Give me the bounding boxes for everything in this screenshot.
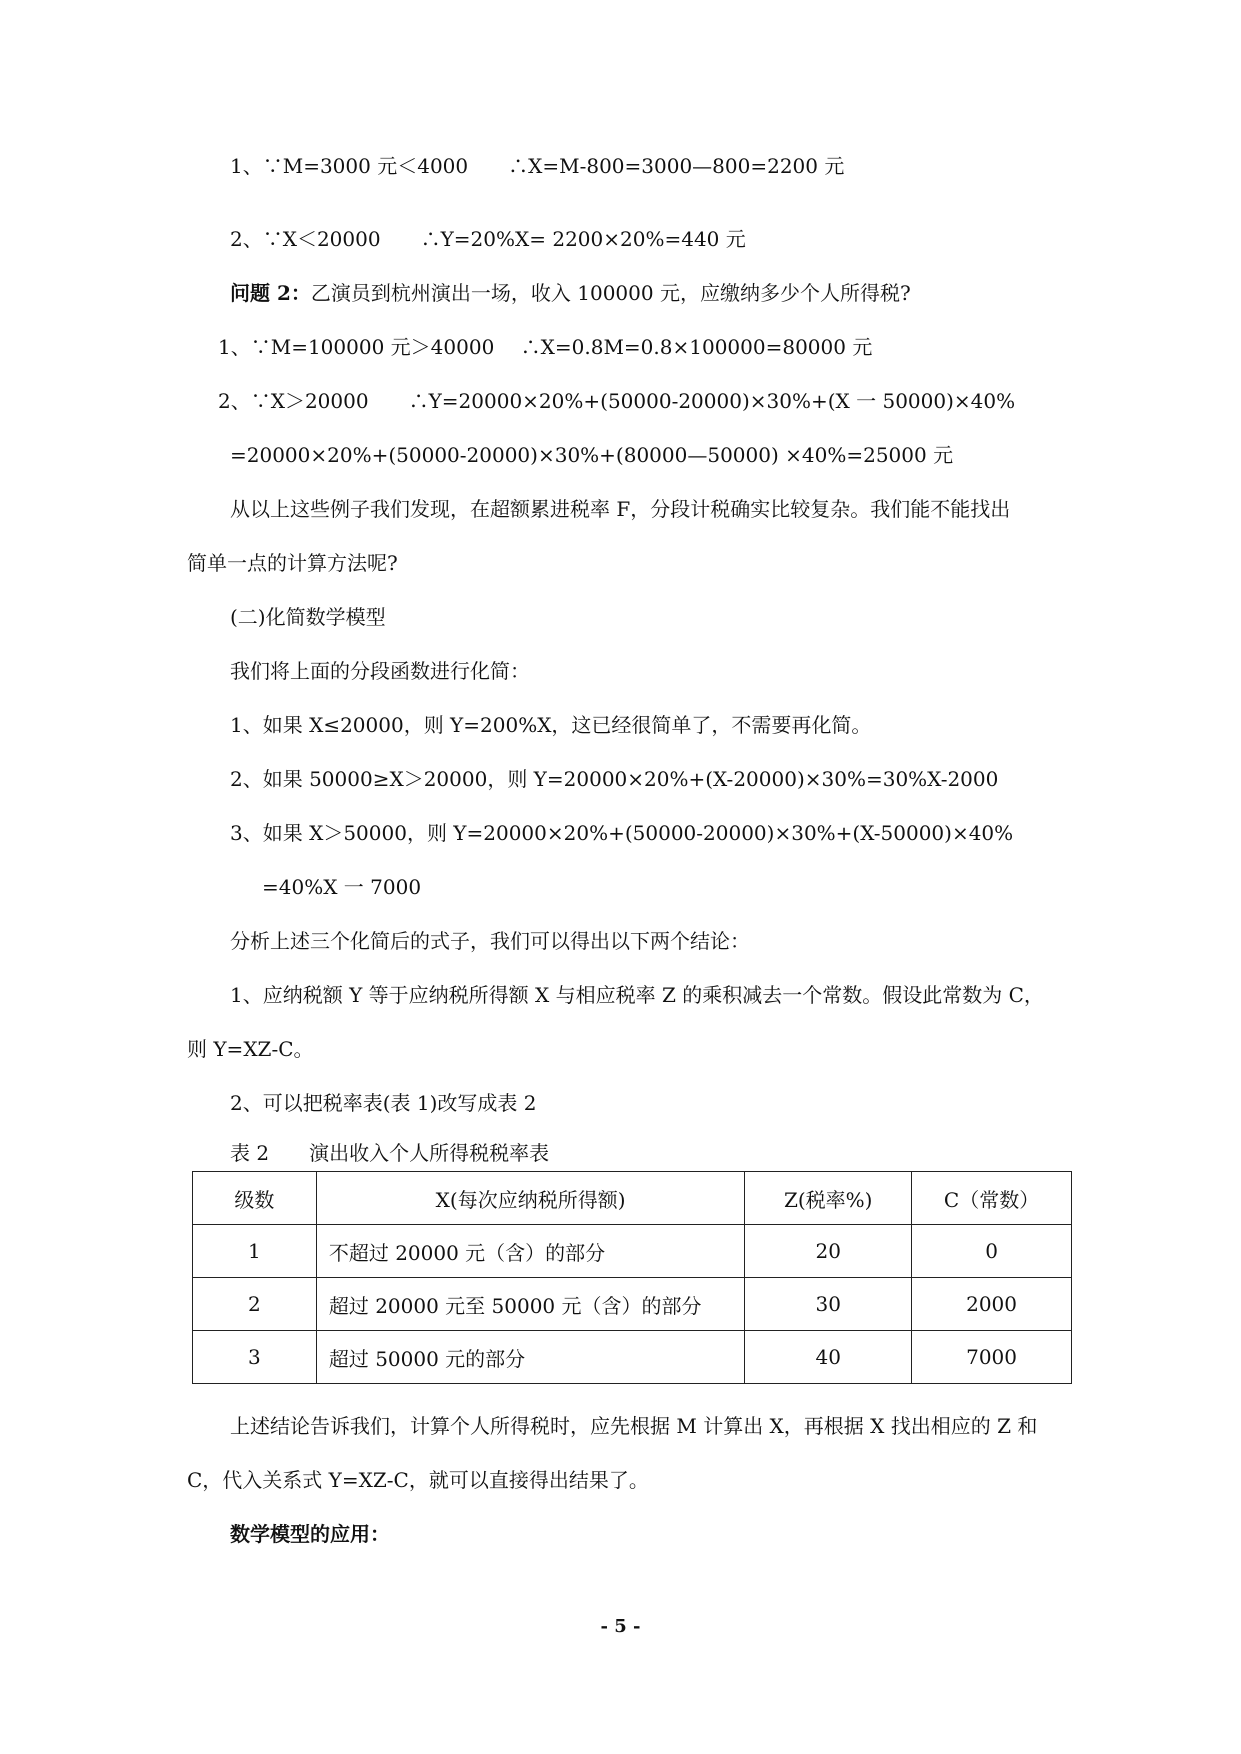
table-cell: 2 [193, 1278, 317, 1331]
text-line-3: 1、∵M=100000 元＞40000 ∴X=0.8M=0.8×100000=80000 元 [218, 335, 873, 359]
question-2-label: 问题 2： [230, 281, 311, 305]
table-cell: 20 [745, 1225, 912, 1278]
tax-rate-table [192, 1171, 1072, 1384]
table-cell: 30 [745, 1278, 912, 1331]
text-line-4: 2、∵X＞20000 ∴Y=20000×20%+(50000-20000)×30%+(X 一 50000)×40% [218, 389, 1016, 413]
table-header-row [193, 1172, 1072, 1225]
text-line-13: =40%X 一 7000 [262, 875, 422, 899]
table-caption: 表 2 演出收入个人所得税税率表 [230, 1141, 550, 1165]
question-2-text: 乙演员到杭州演出一场，收入 100000 元，应缴纳多少个人所得税? [310, 281, 911, 305]
text-line-12: 3、如果 X＞50000，则 Y=20000×20%+(50000-20000)×30%+(X-50000)×40% [230, 821, 1014, 845]
table-cell: 超过 50000 元的部分 [316, 1331, 744, 1384]
table-cell: 超过 20000 元至 50000 元（含）的部分 [316, 1278, 744, 1331]
question-2 [230, 279, 911, 307]
text-line-16: 则 Y=XZ-C。 [187, 1037, 314, 1061]
table-header-cell: Z(税率%) [745, 1172, 912, 1225]
text-line-14: 分析上述三个化简后的式子，我们可以得出以下两个结论： [230, 929, 750, 953]
section-heading: (二)化简数学模型 [230, 605, 386, 629]
table-cell: 2000 [912, 1278, 1072, 1331]
text-line-7: 简单一点的计算方法呢? [187, 551, 398, 575]
table-row [193, 1225, 1072, 1278]
text-line-17: 2、可以把税率表(表 1)改写成表 2 [230, 1091, 537, 1115]
text-line-9: 我们将上面的分段函数进行化简： [230, 659, 530, 683]
table-cell: 40 [745, 1331, 912, 1384]
table-cell: 0 [912, 1225, 1072, 1278]
page-number: - 5 - [600, 1616, 641, 1637]
text-line-1: 1、∵M=3000 元＜4000 ∴X=M-800=3000—800=2200 元 [230, 154, 845, 178]
table-cell: 不超过 20000 元（含）的部分 [316, 1225, 744, 1278]
text-line-5: =20000×20%+(50000-20000)×30%+(80000—50000) ×40%=25000 元 [230, 443, 954, 467]
text-line-18: 上述结论告诉我们，计算个人所得税时，应先根据 M 计算出 X，再根据 X 找出相应的 Z 和 [230, 1414, 1038, 1438]
text-line-2: 2、∵X＜20000 ∴Y=20%X= 2200×20%=440 元 [230, 227, 746, 251]
table-cell: 3 [193, 1331, 317, 1384]
text-line-6: 从以上这些例子我们发现，在超额累进税率 F，分段计税确实比较复杂。我们能不能找出 [230, 497, 1011, 521]
table-cell: 7000 [912, 1331, 1072, 1384]
table-header-cell: 级数 [193, 1172, 317, 1225]
subsection-heading: 数学模型的应用： [230, 1522, 390, 1546]
table-header-cell: C（常数） [912, 1172, 1072, 1225]
table-cell: 1 [193, 1225, 317, 1278]
table-header-cell: X(每次应纳税所得额) [316, 1172, 744, 1225]
text-line-19: C，代入关系式 Y=XZ-C，就可以直接得出结果了。 [187, 1468, 649, 1492]
table-row [193, 1331, 1072, 1384]
table-row [193, 1278, 1072, 1331]
text-line-10: 1、如果 X≤20000，则 Y=200%X，这已经很简单了，不需要再化简。 [230, 713, 872, 737]
text-line-11: 2、如果 50000≥X＞20000，则 Y=20000×20%+(X-20000)×30%=30%X-2000 [230, 767, 999, 791]
text-line-15: 1、应纳税额 Y 等于应纳税所得额 X 与相应税率 Z 的乘积减去一个常数。假设此常数为 C， [230, 983, 1044, 1007]
